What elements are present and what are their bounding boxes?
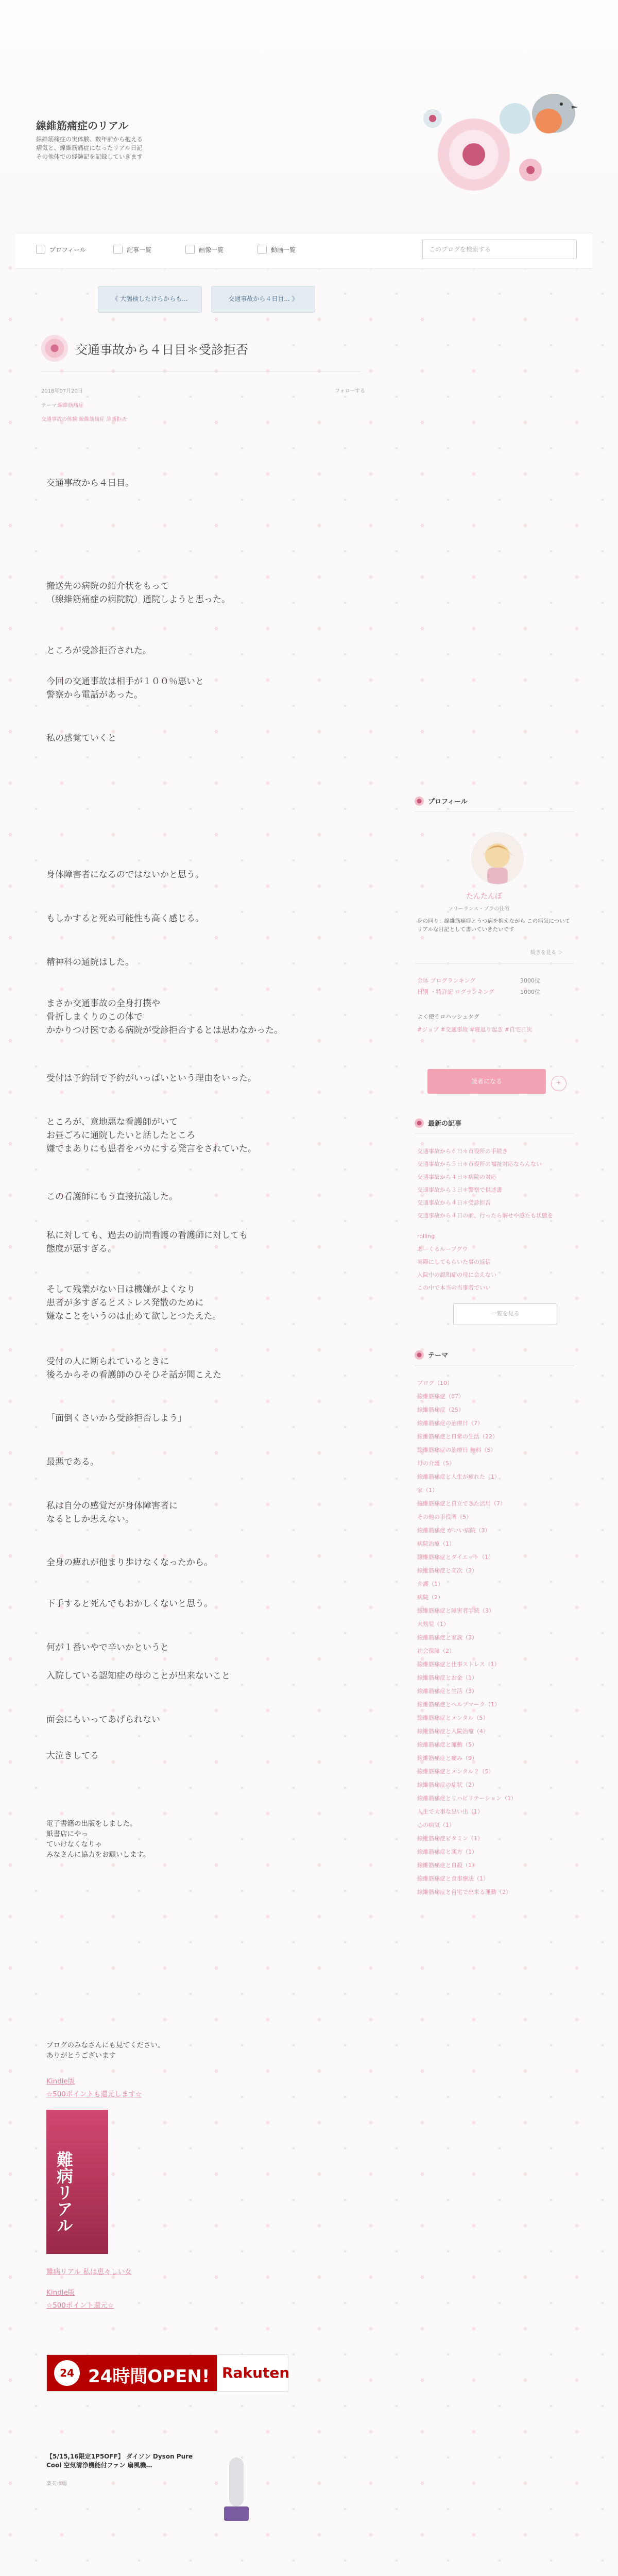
24h-badge: 24 — [54, 2360, 80, 2386]
theme-item[interactable]: 線維筋痛症と人生が疲れた（1） — [417, 1473, 500, 1480]
flower-icon — [415, 1350, 424, 1360]
divider — [415, 1133, 574, 1134]
recent-item[interactable]: 交通事故から５日＊市役所の福祉対応ならんない — [417, 1161, 542, 1167]
theme-item[interactable]: 線維筋痛症と自立できた活用（7） — [417, 1500, 506, 1507]
banner-text: 24時間OPEN! — [88, 2366, 210, 2387]
theme-item[interactable]: 線維筋痛症と仕事ストレス（1） — [417, 1661, 500, 1668]
body-paragraph: 私は自分の感覚だが身体障害者に なるとしか思えない。 — [46, 1501, 178, 1524]
product-title[interactable]: 【5/15,16限定1P5OFF】 ダイソン Dyson Pure Cool 空気清浄機能付ファン 扇風機… — [46, 2453, 193, 2469]
theme-item[interactable]: 線維筋痛症と自殺（1） — [417, 1862, 477, 1869]
theme-item[interactable]: 心の病気（1） — [417, 1822, 455, 1828]
body-paragraph: もしかすると死ぬ可能性も高く感じる。 — [46, 913, 204, 924]
theme-item[interactable]: 母の介護（5） — [417, 1460, 455, 1467]
site-header — [0, 0, 618, 227]
theme-item[interactable]: 線維筋痛症の治療日（7） — [417, 1420, 483, 1427]
recent-item[interactable]: この中で本当の当事者でいい — [417, 1284, 491, 1291]
theme-item[interactable]: 線維筋痛症とリハビリテーション（1） — [417, 1795, 517, 1802]
recent-item[interactable]: 交通事故から３日＊警察で供述書 — [417, 1187, 502, 1193]
avatar-illustration — [472, 833, 523, 884]
body-paragraph: 身体障害者になるのではないかと思う。 — [46, 870, 204, 880]
theme-item[interactable]: 線維筋痛症と生活（3） — [417, 1688, 477, 1694]
site-desc-line: 線維筋痛症の実体験、数年前から抱える — [36, 135, 143, 143]
ranking-label: 全体 プログランキング — [417, 977, 476, 984]
divider — [415, 1365, 574, 1366]
global-navigation — [15, 232, 592, 269]
body-paragraph: ところが受診拒否された。 — [46, 646, 151, 656]
profile-more-link[interactable]: 続きを見る ＞ — [530, 950, 563, 956]
ranking-row[interactable] — [417, 988, 540, 996]
body-paragraph: 「面倒くさいから受診拒否しよう」 — [46, 1413, 186, 1423]
theme-item[interactable]: 線維筋痛症（25） — [417, 1406, 464, 1413]
recent-item[interactable]: 入院中の認知症の母に会えない — [417, 1272, 496, 1278]
follow-link[interactable]: フォローする — [335, 388, 365, 394]
nav-label: 画像一覧 — [199, 246, 224, 253]
theme-item[interactable]: 線維筋痛症とメンタル（5） — [417, 1715, 489, 1721]
theme-item[interactable]: 未熟児（1） — [417, 1621, 449, 1628]
recent-item[interactable]: 交通事故から４日＊病院の対応 — [417, 1174, 496, 1180]
flower-icon — [415, 1118, 424, 1128]
become-reader-button[interactable]: 読者になる — [427, 1069, 546, 1094]
recent-item[interactable]: 交通事故から６日＊市役所の手続き — [417, 1148, 508, 1155]
theme-item[interactable]: 家（1） — [417, 1487, 438, 1494]
body-paragraph: まさか交通事故の全身打撲や 骨折しまくりのこの体で かかりつけ医である病院が受診拒否するとは思わなかった。 — [46, 998, 283, 1036]
nav-video-list[interactable] — [258, 245, 296, 254]
body-paragraph: 入院している認知症の母のことが出来ないこと — [46, 1671, 230, 1681]
article-theme-link[interactable]: 線維筋痛症 — [58, 403, 83, 409]
theme-item[interactable]: 線維筋痛症と障害者手続（3） — [417, 1607, 494, 1614]
theme-item[interactable]: 線維筋痛症の症状（2） — [417, 1782, 477, 1788]
theme-item[interactable]: 病院治療（1） — [417, 1540, 455, 1547]
theme-item[interactable]: 線維筋痛症とお金（1） — [417, 1674, 477, 1681]
recent-heading — [415, 1118, 461, 1128]
article-tags[interactable]: 交通事故の体験 線維筋痛症 診断拒否 — [41, 417, 127, 422]
book-link[interactable]: 難病リアル 私は恵々しい女 — [46, 2268, 132, 2276]
theme-item[interactable]: 病院（2） — [417, 1594, 443, 1601]
flower-icon — [415, 796, 424, 806]
book-cover-title: 難病リアル — [54, 2151, 74, 2233]
follow-plus-button[interactable]: + — [551, 1076, 566, 1091]
recent-item[interactable]: 交通事故から４日＊受診拒否 — [417, 1199, 491, 1206]
theme-item[interactable]: 線維筋痛症と高次（3） — [417, 1567, 477, 1574]
kindle-points-link-2[interactable]: ☆500ポイント還元☆ — [46, 2301, 114, 2310]
body-paragraph: 交通事故から４日目。 — [46, 478, 134, 488]
ranking-label: 日別 ・特許記 ログランキング — [417, 989, 494, 995]
site-description — [36, 135, 201, 161]
divider — [415, 811, 574, 812]
article-title — [41, 335, 248, 362]
theme-item[interactable]: 線維筋痛症 がいい病院（3） — [417, 1527, 491, 1534]
body-paragraph: そして残業がない日は機嫌がよくなり 患者が多すぎるとストレス発散のために 嫌なことをいうのは止めて欲しとつたえた。 — [46, 1284, 221, 1321]
theme-item[interactable]: 社会保障（2） — [417, 1648, 455, 1654]
body-paragraph: 今回の交通事故は相手が１００％悪いと 警察から電話があった。 — [46, 676, 204, 700]
ranking-value: 1000位 — [520, 989, 540, 995]
book-cover-image[interactable] — [46, 2110, 108, 2254]
heading-text: プロフィール — [428, 798, 468, 806]
nav-article-list[interactable] — [113, 245, 151, 254]
prev-article-button[interactable]: 《 大腸検したけらからも... — [98, 286, 202, 313]
divider — [415, 963, 574, 964]
theme-item[interactable]: ブログ（10） — [417, 1380, 453, 1386]
theme-item[interactable]: 線維筋痛症と漢方（1） — [417, 1849, 477, 1855]
article-title-text[interactable]: 交通事故から４日目＊受診拒否 — [75, 342, 248, 357]
rakuten-banner-left — [47, 2355, 217, 2391]
theme-item[interactable]: 線維筋痛症とダイエット（1） — [417, 1554, 494, 1561]
themes-heading — [415, 1350, 448, 1360]
hashtag-label: よく使うロハッシュタグ — [417, 1013, 479, 1020]
rakuten-banner[interactable] — [46, 2354, 288, 2392]
nav-label: プロフィール — [49, 246, 86, 253]
book-announcement: 電子書籍の出版をしました。 紙書店にやっ ていけなくなりゃ みなさんに協力をお願いします。 — [46, 1820, 150, 1859]
body-paragraph: 私に対しても、過去の訪問看護の看護師に対しても 態度が悪すぎる。 — [46, 1230, 248, 1254]
video-icon — [258, 245, 267, 254]
body-paragraph: 受付は予約制で予約がいっぱいという理由をいった。 — [46, 1073, 256, 1083]
body-paragraph: 最悪である。 — [46, 1457, 99, 1467]
user-icon — [36, 245, 45, 254]
theme-item[interactable]: 線維筋痛症の治療日 無料（5） — [417, 1447, 496, 1453]
profile-heading — [415, 796, 468, 806]
body-paragraph: この看護師にもう直接抗議した。 — [46, 1192, 178, 1202]
recent-item[interactable]: rolling — [417, 1233, 435, 1240]
next-article-button[interactable]: 交通事故から４日目... 》 — [211, 286, 315, 313]
site-desc-line: その他体での経験記を記録していきます — [36, 153, 143, 160]
profile-bio: 身の回り：線維筋痛症とうつ病を抱えながら この病気についてリアルな日記として書いていきたいです — [417, 918, 571, 933]
body-paragraph: 受付の人に断られているときに 後ろからその看護師のひそひそ話が聞こえた — [46, 1357, 221, 1380]
body-paragraph: 私の感覚ていくと — [46, 733, 116, 743]
body-paragraph: 面会にもいってあげられない — [46, 1715, 160, 1725]
product-meta: 楽天市場 — [46, 2481, 67, 2487]
nav-profile[interactable] — [36, 245, 86, 254]
header-flower-bird-illustration — [412, 67, 582, 211]
theme-item[interactable]: その他の市役所（5） — [417, 1514, 472, 1520]
kindle-points-link[interactable]: ☆500ポイントも還元します☆ — [46, 2090, 142, 2098]
body-paragraph: 全身の痺れが他まり歩けなくなったから。 — [46, 1557, 213, 1568]
ranking-row[interactable] — [417, 976, 540, 985]
blog-note: ブログのみなさんにも見てください。 ありがとうございます — [46, 2041, 165, 2060]
body-paragraph: 搬送先の病院の紹介状をもって （線維筋痛症の病院院）通院しようと思った。 — [46, 581, 230, 605]
theme-item[interactable]: 介護（1） — [417, 1581, 443, 1587]
profile-name[interactable]: たんたんぽ — [466, 892, 502, 901]
article-date: 2018年07月20日 — [41, 388, 83, 394]
body-paragraph: 何が１番いやで辛いかというと — [46, 1642, 169, 1653]
body-paragraph: 精神科の通院はした。 — [46, 957, 134, 968]
site-desc-line: 病気と、線維筋痛症になったリアル日記 — [36, 144, 143, 151]
nav-label: 記事一覧 — [127, 246, 152, 253]
theme-item[interactable]: 線維筋痛症とメンタル２（5） — [417, 1768, 494, 1775]
heading-text: 最新の記事 — [428, 1120, 462, 1128]
kindle-link[interactable]: Kindle版 — [46, 2077, 75, 2086]
theme-item[interactable]: 線維筋痛症とヘルプマーク（1） — [417, 1701, 500, 1708]
body-paragraph: 下手すると死んでもおかしくないと思う。 — [46, 1599, 213, 1609]
recent-item[interactable]: あーくるループグウ — [417, 1246, 468, 1252]
avatar[interactable] — [471, 832, 524, 885]
nav-label: 動画一覧 — [271, 246, 296, 253]
article-theme-label: テーマ： — [41, 403, 62, 409]
nav-image-list[interactable] — [185, 245, 224, 254]
theme-item[interactable]: 線維筋痛症と食事療法（1） — [417, 1875, 489, 1882]
profile-sub: フリーランス・ブラの住所 — [448, 906, 510, 912]
flower-icon — [41, 335, 68, 362]
recent-item[interactable]: 実際にしてもらいた事の返信 — [417, 1259, 491, 1265]
recent-item[interactable]: 交通事故から４日の前、行ったら解せや感たも状態を — [417, 1212, 553, 1219]
theme-item[interactable]: 線維筋痛症ビタミン（1） — [417, 1835, 483, 1842]
body-paragraph: 大泣きしてる — [46, 1751, 99, 1761]
blog-search-input[interactable]: このブログを検索する — [422, 240, 577, 259]
theme-item[interactable]: 線維筋痛症と運動（5） — [417, 1741, 477, 1748]
theme-item[interactable]: 線維筋痛症（67） — [417, 1393, 464, 1400]
recent-more-button[interactable]: 一覧を見る — [453, 1303, 557, 1325]
theme-item[interactable]: 線維筋痛症と自宅で出来る運動（2） — [417, 1889, 511, 1895]
theme-item[interactable]: 線維筋痛症と痛み（9） — [417, 1755, 477, 1761]
image-icon — [185, 245, 195, 254]
hashtag-list[interactable]: #ジョブ #交通事故 #寝返り起き #自宅日次 — [417, 1026, 533, 1033]
ranking-value: 3000位 — [520, 977, 540, 984]
heading-text: テーマ — [428, 1352, 449, 1360]
theme-item[interactable]: 線維筋痛症と入院治療（4） — [417, 1728, 489, 1735]
document-icon — [113, 245, 123, 254]
site-title[interactable]: 線維筋痛症のリアル — [36, 120, 129, 132]
rakuten-logo: Rakuten — [222, 2364, 290, 2381]
theme-item[interactable]: 線維筋痛症と家族（3） — [417, 1634, 477, 1641]
theme-item[interactable]: 線維筋痛症と日常の生活（22） — [417, 1433, 498, 1440]
product-image[interactable] — [201, 2452, 273, 2524]
body-paragraph: ところが、意地悪な看護師がいて お昼ごろに通院したいと話したところ 嫌でまありにも患者をバカにする発言をされていた。 — [46, 1117, 256, 1154]
theme-item[interactable]: 人生で大事な思い出（1） — [417, 1808, 483, 1815]
kindle-link-2[interactable]: Kindle版 — [46, 2289, 75, 2297]
